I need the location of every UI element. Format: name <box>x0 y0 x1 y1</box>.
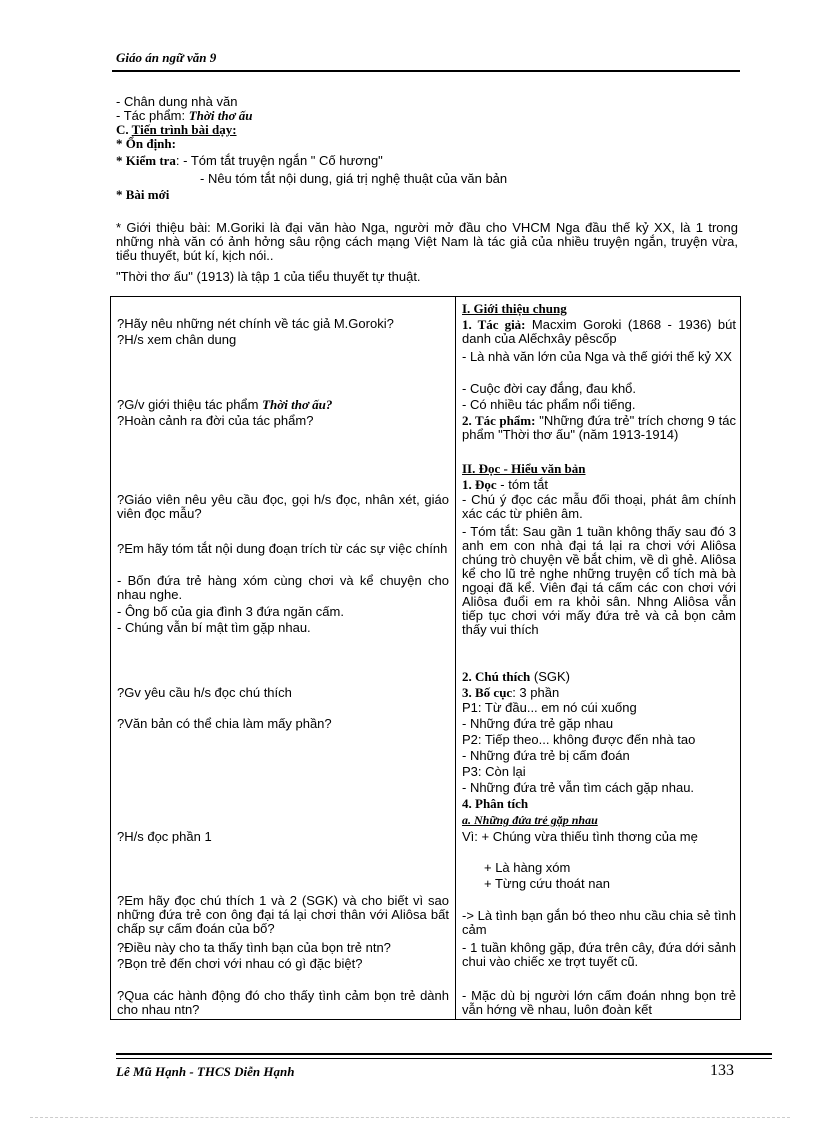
right-d8: - Mặc dù bị người lớn cấm đoán nhng bọn trẻ vẫn hớng về nhau, luôn đoàn kết <box>462 988 736 1017</box>
left-q2: ?H/s xem chân dung <box>117 332 237 347</box>
left-q14: ?Điều này cho ta thấy tình bạn của bọn trẻ ntn? <box>117 940 391 955</box>
line-stabilize: * Ổn định: <box>116 136 176 151</box>
right-d4: + Là hàng xóm <box>484 860 571 875</box>
line-work: - Tác phẩm: Thời thơ ấu <box>116 108 253 123</box>
right-a2: - Là nhà văn lớn của Nga và thế giới thế kỷ XX <box>462 349 732 364</box>
right-d2: a. Những đứa trẻ gặp nhau <box>462 813 598 827</box>
right-c5: P2: Tiếp theo... không được đến nhà tao <box>462 732 696 747</box>
document-header-title: Giáo án ngữ văn 9 <box>116 50 217 65</box>
right-c8: - Những đứa trẻ vẫn tìm cách gặp nhau. <box>462 780 695 795</box>
right-d3: Vì: + Chúng vừa thiếu tình thơng của mẹ <box>462 829 698 844</box>
section-c-heading: C. Tiến trình bài dạy: <box>116 122 237 137</box>
left-q3: ?G/v giới thiệu tác phẩm Thời thơ ấu? <box>117 397 333 412</box>
left-q11: ?Văn bản có thể chia làm mấy phần? <box>117 716 332 731</box>
left-q6: ?Em hãy tóm tắt nội dung đoạn trích từ các sự việc chính <box>117 541 448 556</box>
footer-rule-thick <box>116 1053 772 1055</box>
right-c3: P1: Từ đầu... em nó cúi xuống <box>462 700 637 715</box>
content-column <box>456 297 741 1020</box>
right-a4: - Có nhiều tác phẩm nổi tiếng. <box>462 397 636 412</box>
left-q7: - Bốn đứa trẻ hàng xóm cùng chơi và kể chuyện cho nhau nghe. <box>117 573 449 602</box>
intro-paragraph-2: "Thời thơ ấu" (1913) là tập 1 của tiểu thuyết tự thuật. <box>116 269 421 284</box>
footer-author: Lê Mũ Hạnh - THCS Diễn Hạnh <box>116 1064 295 1079</box>
right-b1: 1. Đọc - tóm tắt <box>462 477 548 492</box>
footer-rule-thin <box>116 1058 772 1059</box>
right-a3: - Cuộc đời cay đắng, đau khổ. <box>462 381 637 396</box>
line-portrait: - Chân dung nhà văn <box>116 94 238 109</box>
line-check-2: - Nêu tóm tắt nội dung, giá trị nghệ thuật của văn bản <box>200 171 508 186</box>
teacher-column <box>111 297 456 1020</box>
right-d5: + Từng cứu thoát nan <box>484 876 610 891</box>
right-a5: 2. Tác phẩm: "Những đứa trẻ" trích chơng 9 tác phẩm "Thời thơ ấu" (năm 1913-1914) <box>462 413 737 442</box>
right-d7: - 1 tuần không gặp, đứa trên cây, đứa dới sảnh chui vào chiếc xe trợt tuyết cũ. <box>462 940 736 969</box>
page-edge-divider <box>30 1117 790 1118</box>
right-b3: - Tóm tắt: Sau gần 1 tuần không thấy sau đó 3 anh em con nhà đại tá lại ra chơi với Aliôsa chúng trò chuyện về bắt chim, về dì ghẻ. Aliôsa kể cho lũ trẻ nghe những truyện cổ tích mà bà ngoại đã kể. Viên đại tá cấm các con chơi với Aliôsa đuổi em ra khỏi sân. Nhng Aliôsa vẫn tiếp tục chơi với mấy đứa trẻ và cả bọn cảm thấy vui thích <box>462 524 736 637</box>
intro-paragraph: * Giới thiệu bài: M.Goriki là đại văn hào Nga, người mở đầu cho VHCM Nga đầu thế kỷ XX, là 1 trong những nhà văn có ảnh hởng sâu rộng cách mạng Việt Nam là tác giả của nhiều truyện ngắn, truyện vừa, tiểu thuyết, bút kí, kịch nói.. <box>116 220 738 263</box>
right-c1: 2. Chú thích (SGK) <box>462 669 571 684</box>
left-q1: ?Hãy nêu những nét chính về tác giả M.Goroki? <box>117 316 394 331</box>
left-q9: - Chúng vẫn bí mật tìm gặp nhau. <box>117 620 311 635</box>
left-q10: ?Gv yêu cầu h/s đọc chú thích <box>117 685 292 700</box>
right-b2: - Chú ý đọc các mẫu đối thoại, phát âm chính xác các từ phiên âm. <box>462 492 736 521</box>
right-c6: - Những đứa trẻ bị cấm đoán <box>462 748 630 763</box>
line-new-lesson: * Bài mới <box>116 187 170 202</box>
left-q4: ?Hoàn cảnh ra đời của tác phẩm? <box>117 413 314 428</box>
page-number: 133 <box>710 1062 734 1079</box>
left-q16: ?Qua các hành động đó cho thấy tình cảm bọn trẻ dành cho nhau ntn? <box>117 988 449 1017</box>
line-check: * Kiểm tra: - Tóm tắt truyện ngắn " Cố hương" <box>116 153 383 168</box>
right-c2: 3. Bố cục: 3 phần <box>462 685 560 700</box>
right-d6: -> Là tình bạn gắn bó theo nhu cầu chia sẻ tình cảm <box>462 908 736 937</box>
right-h1: I. Giới thiệu chung <box>462 301 567 316</box>
left-q8: - Ông bố của gia đình 3 đứa ngăn cấm. <box>117 604 344 619</box>
right-a1: 1. Tác giả: Macxim Goroki (1868 - 1936) bút danh của Alếchxây pêscốp <box>462 317 736 346</box>
right-c4: - Những đứa trẻ gặp nhau <box>462 716 614 731</box>
left-q15: ?Bọn trẻ đến chơi với nhau có gì đặc biệt? <box>117 956 363 971</box>
left-q5: ?Giáo viên nêu yêu cầu đọc, gọi h/s đọc, nhân xét, giáo viên đọc mẫu? <box>117 492 449 521</box>
left-q12: ?H/s đọc phần 1 <box>117 829 212 844</box>
left-q13: ?Em hãy đọc chú thích 1 và 2 (SGK) và cho biết vì sao những đứa trẻ con ông đại tá lại chơi thân với Aliôsa bất chấp sự cấm đoán của bố? <box>117 893 449 936</box>
lesson-table <box>110 296 741 1020</box>
right-c7: P3: Còn lại <box>462 764 526 779</box>
right-h2: II. Đọc - Hiểu văn bản <box>462 461 586 476</box>
right-d1: 4. Phân tích <box>462 796 529 811</box>
header-rule <box>112 70 740 72</box>
